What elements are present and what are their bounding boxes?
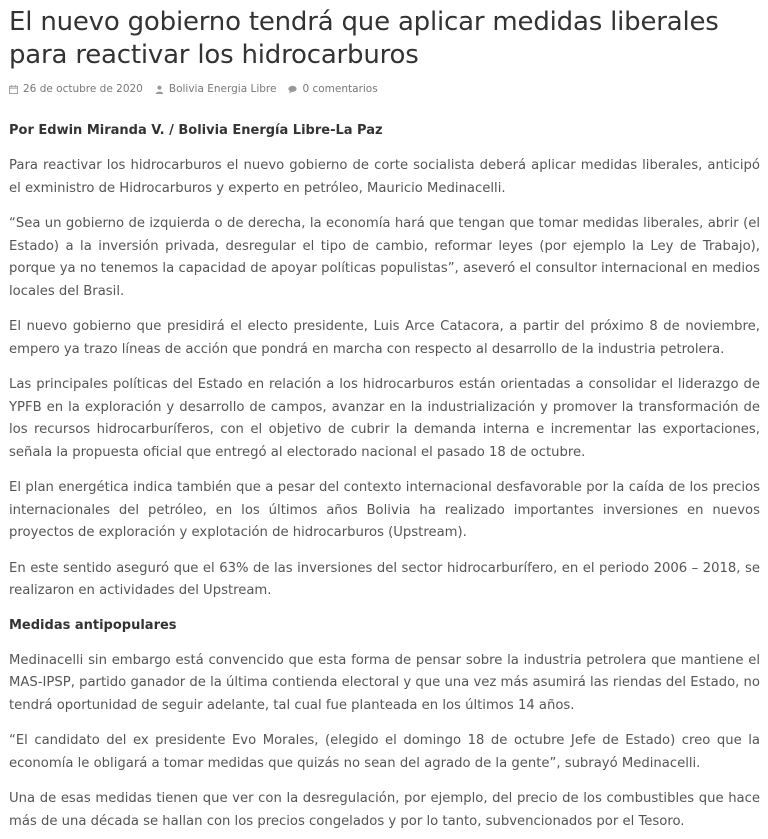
meta-date (9, 83, 143, 95)
paragraph: En este sentido aseguró que el 63% de las inversiones del sector hidrocarburífero, en el periodo 2006 – 2018, se realizaron en actividades del Upstream. (9, 560, 760, 598)
user-icon (155, 85, 164, 94)
calendar-icon (9, 85, 18, 94)
comment-icon (288, 85, 297, 94)
article-meta (9, 81, 760, 97)
meta-comments (288, 83, 377, 95)
section-subheading: Medidas antipopulares (9, 617, 177, 633)
article-title: El nuevo gobierno tendrá que aplicar medidas liberales para reactivar los hidrocarburos (9, 7, 719, 70)
paragraph: El nuevo gobierno que presidirá el electo presidente, Luis Arce Catacora, a partir del próximo 8 de noviembre, empero ya trazo líneas de acción que pondrá en marcha con respecto al desarrollo de la industria petrolera. (9, 319, 760, 357)
paragraph: “El candidato del ex presidente Evo Morales, (elegido el domingo 18 de octubre Jefe de Estado) creo que la economía le obligará a tomar medidas que quizás no sean del agrado de la gente”, subrayó Medinacelli. (9, 733, 760, 771)
meta-comments-link[interactable]: 0 comentarios (302, 83, 378, 95)
meta-author-link[interactable]: Bolivia Energia Libre (168, 83, 277, 95)
meta-author (155, 83, 277, 95)
paragraph: Una de esas medidas tienen que ver con la desregulación, por ejemplo, del precio de los combustibles que hace más de una década se hallan con los precios congelados y por lo tanto, subvencionados por el Tesoro. (9, 791, 760, 829)
paragraph: “Sea un gobierno de izquierda o de derecha, la economía hará que tengan que tomar medidas liberales, abrir (el Estado) a la inversión privada, desregular el tipo de cambio, reformar leyes (por ejemplo la Ley de Trabajo), porque ya no tenemos la capacidad de apoyar políticas populistas”, aseveró el consultor internacional en medios locales del Brasil. (9, 216, 760, 299)
paragraph: Para reactivar los hidrocarburos el nuevo gobierno de corte socialista deberá aplicar medidas liberales, anticipó el exministro de Hidrocarburos y experto en petróleo, Mauricio Medinacelli. (9, 158, 760, 196)
paragraph: Medinacelli sin embargo está convencido que esta forma de pensar sobre la industria petrolera que mantiene el MAS-IPSP, partido ganador de la última contienda electoral y que una vez más asumirá las riendas del Estado, no tendrá oportunidad de seguir adelante, tal cual fue planteada en los últimos 14 años. (9, 652, 760, 713)
paragraph: Las principales políticas del Estado en relación a los hidrocarburos están orientadas a consolidar el liderazgo de YPFB en la exploración y desarrollo de campos, avanzar en la industrialización y promover la transformación de los recursos hidrocarburíferos, con el objetivo de cubrir la demanda interna e incrementar las exportaciones, señala la propuesta oficial que entregó al electorado nacional el pasado 18 de octubre. (9, 377, 760, 460)
meta-date-link[interactable]: 26 de octubre de 2020 (23, 83, 143, 95)
paragraph: El plan energética indica también que a pesar del contexto internacional desfavorable por la caída de los precios internacionales del petróleo, en los últimos años Bolivia ha realizado importantes inversiones en nuevos proyectos de exploración y explotación de hidrocarburos (Upstream). (9, 480, 760, 540)
article-byline: Por Edwin Miranda V. / Bolivia Energía Libre-La Paz (9, 123, 383, 138)
